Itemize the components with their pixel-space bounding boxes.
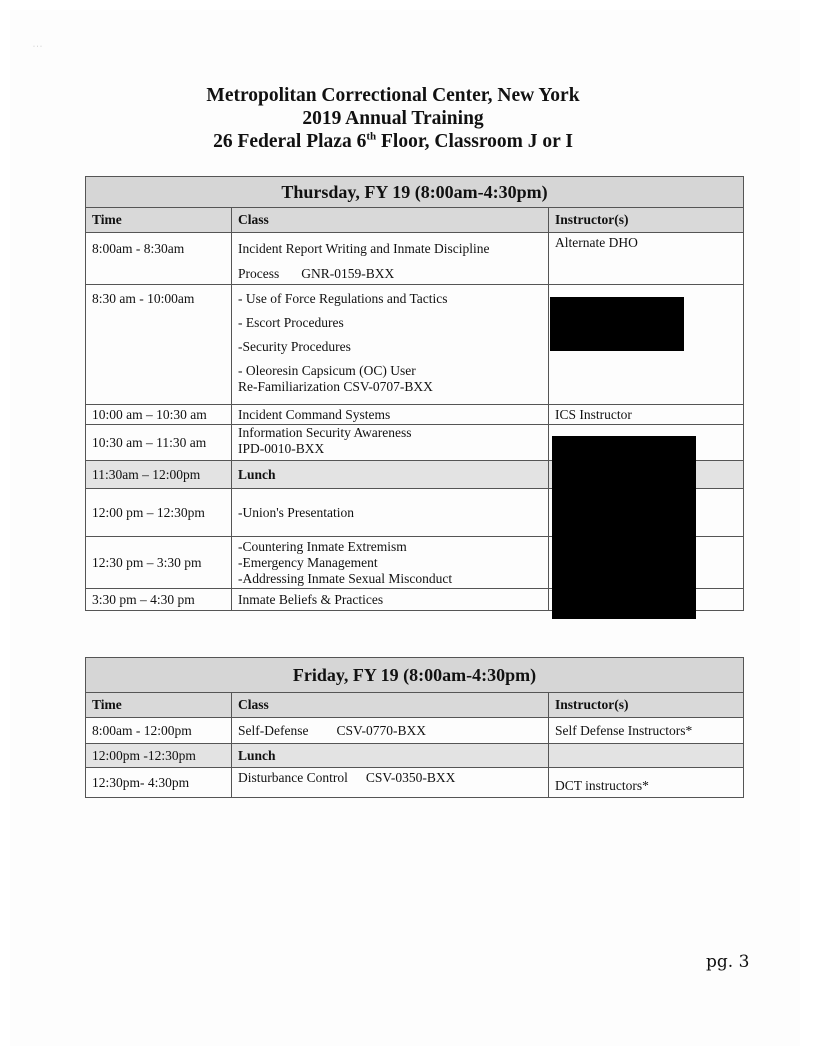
table-row: 8:00am - 8:30am Incident Report Writing and Inmate Discipline Process GNR-0159-BXX Alternate DHO: [86, 233, 744, 285]
scan-speck: · · ·: [33, 44, 42, 50]
table-row: 3:30 pm – 4:30 pm Inmate Beliefs & Practices: [86, 589, 744, 611]
thursday-title: Thursday, FY 19 (8:00am-4:30pm): [86, 177, 744, 208]
table-row-lunch: 11:30am – 12:00pm Lunch: [86, 461, 744, 489]
redaction-box: [550, 297, 684, 351]
col-class: Class: [232, 693, 549, 718]
table-row: 12:30pm- 4:30pm Disturbance Control CSV-0350-BXX DCT instructors*: [86, 768, 744, 798]
table-row: 8:00am - 12:00pm Self-Defense CSV-0770-BXX Self Defense Instructors*: [86, 718, 744, 744]
table-row: 12:30 pm – 3:30 pm -Countering Inmate Extremism -Emergency Management -Addressing Inmate Sexual Misconduct: [86, 537, 744, 589]
friday-schedule-table: [85, 657, 744, 798]
page-number: pg. 3: [706, 952, 750, 972]
friday-title: Friday, FY 19 (8:00am-4:30pm): [86, 658, 744, 693]
table-row: 8:30 am - 10:00am - Use of Force Regulations and Tactics - Escort Procedures -Security Procedures - Oleoresin Capsicum (OC) User Re-Familiarization CSV-0707-BXX: [86, 285, 744, 405]
thursday-column-headers: [86, 208, 744, 233]
table-row: 10:00 am – 10:30 am Incident Command Systems ICS Instructor: [86, 405, 744, 425]
col-instructor: Instructor(s): [549, 208, 744, 233]
table-row: 12:00 pm – 12:30pm -Union's Presentation: [86, 489, 744, 537]
title-line-1: Metropolitan Correctional Center, New York: [206, 85, 580, 106]
table-row-lunch: 12:00pm -12:30pm Lunch: [86, 744, 744, 768]
friday-column-headers: [86, 693, 744, 718]
title-line-2: 2019 Annual Training: [302, 108, 484, 129]
table-row: 10:30 am – 11:30 am Information Security Awareness IPD-0010-BXX: [86, 425, 744, 461]
document-title: [0, 84, 786, 153]
title-line-3: 26 Federal Plaza 6th Floor, Classroom J or I: [213, 130, 573, 152]
col-time: Time: [86, 208, 232, 233]
col-instructor: Instructor(s): [549, 693, 744, 718]
col-class: Class: [232, 208, 549, 233]
redaction-box: [552, 436, 696, 619]
col-time: Time: [86, 693, 232, 718]
